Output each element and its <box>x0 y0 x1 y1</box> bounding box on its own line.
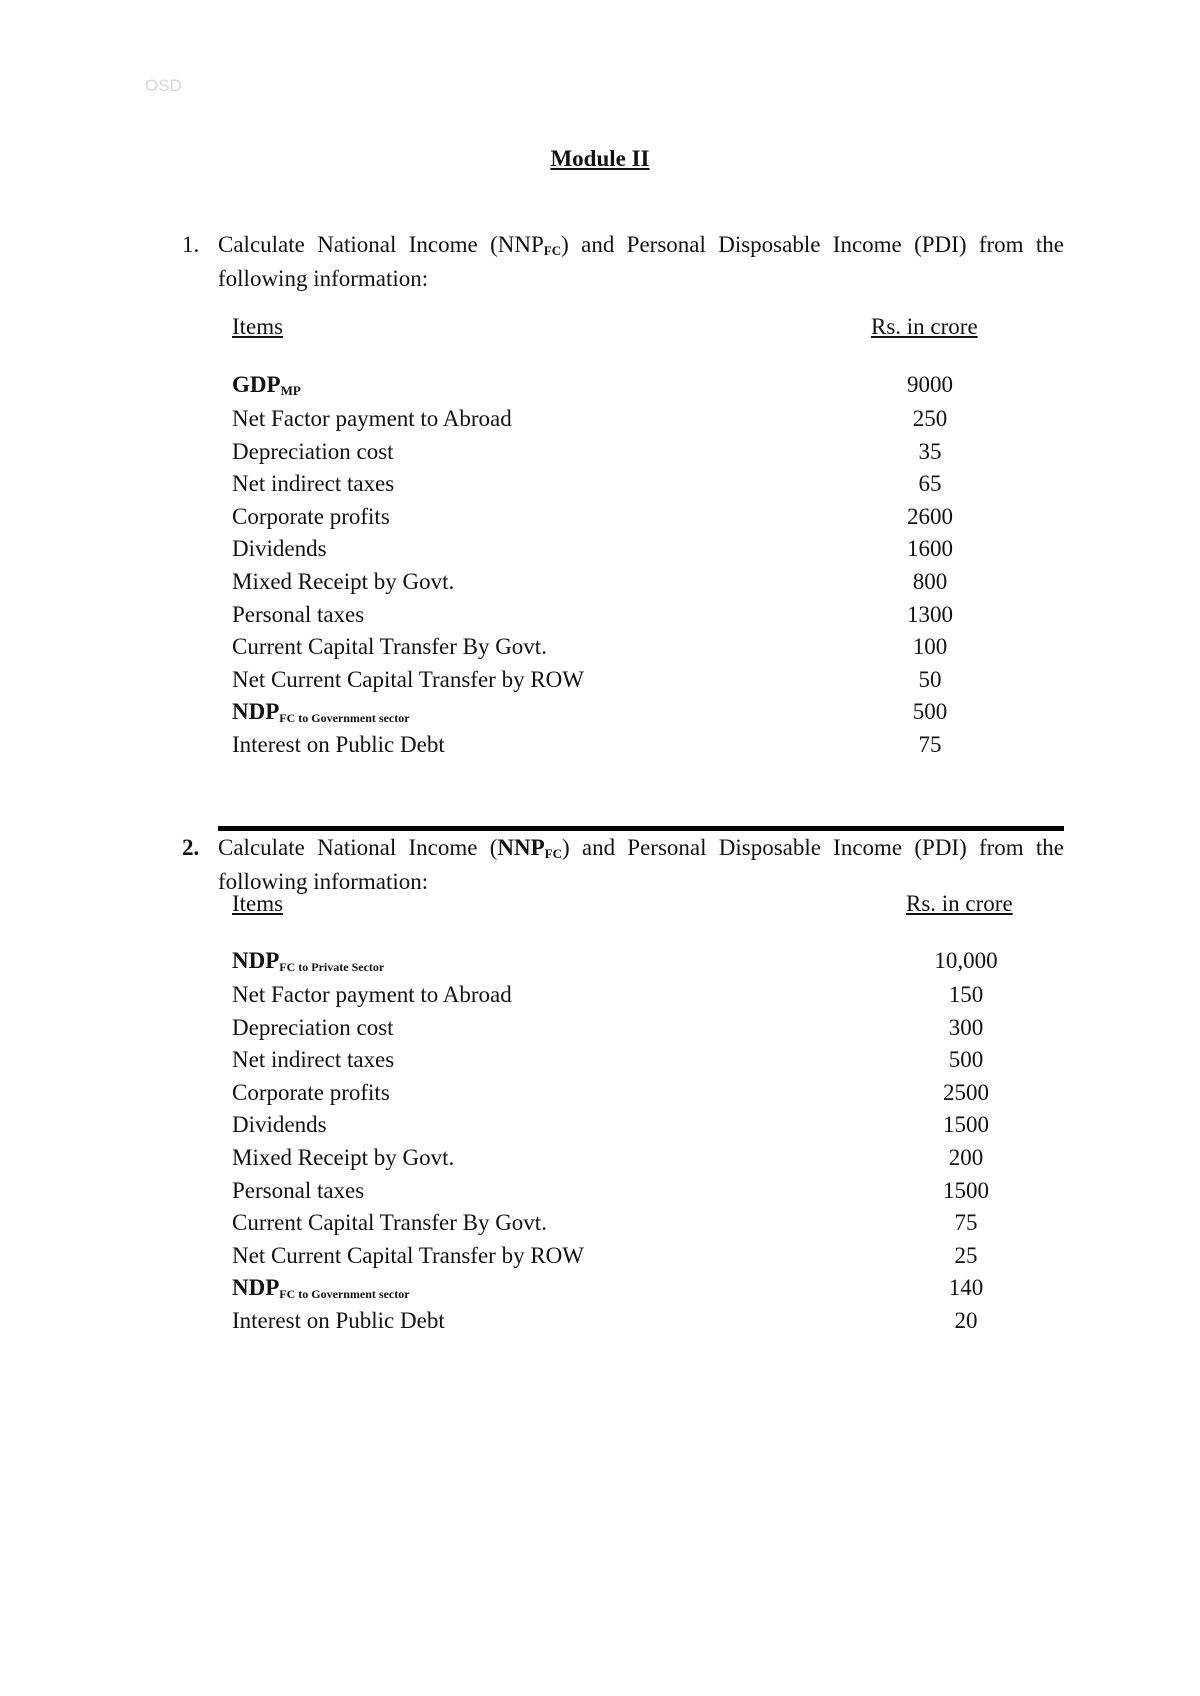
row-value: 75 <box>954 1210 978 1236</box>
row-value: 300 <box>948 1014 984 1040</box>
question-1-text-end: ) and Personal Disposable Income (PDI) from the following information: <box>218 232 1065 291</box>
row-value: 65 <box>918 471 942 497</box>
row-label-text: Dividends <box>232 536 327 562</box>
row-value: 1500 <box>943 1177 989 1203</box>
row-label <box>232 1015 394 1041</box>
row-label <box>232 1243 584 1269</box>
row-label-text: Corporate profits <box>232 1079 390 1105</box>
row-label <box>232 1308 445 1334</box>
row-label <box>232 536 327 562</box>
row-value: 250 <box>912 406 948 431</box>
question-2-text-bold: NNP <box>497 835 545 860</box>
row-label-subscript: FC to Government sector <box>279 1287 410 1302</box>
row-value: 500 <box>912 699 948 725</box>
watermark: OSD <box>145 76 182 95</box>
row-label-subscript: FC to Private Sector <box>279 960 385 974</box>
row-value: 800 <box>912 569 948 594</box>
question-2-text-start: Calculate National Income ( <box>218 835 498 860</box>
question-1-text-start: Calculate National Income (NNP <box>218 232 544 257</box>
page-title: Module II <box>550 146 650 171</box>
row-label <box>232 1080 390 1106</box>
row-value: 1600 <box>907 536 953 562</box>
row-value: 20 <box>954 1308 978 1333</box>
row-label-subscript: MP <box>280 383 301 398</box>
row-label-text: Dividends <box>232 1112 327 1138</box>
row-label <box>232 439 394 465</box>
row-label-text: Depreciation cost <box>232 1014 394 1040</box>
row-label <box>232 667 584 693</box>
row-label-text: Interest on Public Debt <box>232 732 445 757</box>
row-label <box>232 982 512 1008</box>
row-label <box>232 1210 547 1236</box>
row-label-text: Mixed Receipt by Govt. <box>232 1145 455 1170</box>
row-value: 9000 <box>907 372 953 397</box>
row-label <box>232 1047 394 1073</box>
question-2-items-header: Items <box>232 891 284 916</box>
row-label-subscript: FC to Government sector <box>279 711 410 726</box>
question-1-items-header: Items <box>232 314 284 339</box>
question-1-amount-header: Rs. in crore <box>871 314 978 339</box>
row-label <box>232 1275 410 1302</box>
row-value: 25 <box>954 1242 978 1268</box>
question-1-number: 1. <box>182 232 200 257</box>
row-label <box>232 471 394 497</box>
row-value: 150 <box>948 982 984 1007</box>
row-label-text: Net indirect taxes <box>232 471 395 497</box>
question-1-subscript: FC <box>543 243 562 258</box>
row-value: 50 <box>918 666 942 692</box>
question-1-text <box>218 231 1064 293</box>
row-label <box>232 602 364 628</box>
question-2-number: 2. <box>182 835 200 860</box>
row-label <box>232 372 301 399</box>
row-label <box>232 634 547 660</box>
row-value: 1500 <box>943 1112 989 1138</box>
row-value: 140 <box>948 1275 984 1301</box>
row-label-text: Personal taxes <box>232 601 365 627</box>
row-label-text: NDP <box>232 948 280 973</box>
row-value: 75 <box>918 732 942 757</box>
row-label <box>232 569 454 595</box>
row-label-text: Mixed Receipt by Govt. <box>232 569 455 594</box>
row-label <box>232 699 410 726</box>
row-label-text: Current Capital Transfer By Govt. <box>232 1210 547 1236</box>
row-label-text: GDP <box>232 372 281 397</box>
row-value: 2600 <box>907 503 953 529</box>
row-label <box>232 1145 454 1171</box>
row-label-text: Personal taxes <box>232 1177 365 1203</box>
row-label-text: NDP <box>232 699 280 725</box>
row-label-text: NDP <box>232 1275 280 1301</box>
row-label-text: Corporate profits <box>232 503 390 529</box>
row-value: 500 <box>948 1047 984 1073</box>
section-divider <box>218 826 1064 831</box>
question-2-subscript: FC <box>544 846 562 861</box>
row-label-text: Current Capital Transfer By Govt. <box>232 634 547 660</box>
row-label-text: Net Factor payment to Abroad <box>232 982 512 1007</box>
row-value: 10,000 <box>934 948 998 973</box>
row-label <box>232 732 445 758</box>
row-label-text: Net Current Capital Transfer by ROW <box>232 1242 584 1268</box>
row-value: 200 <box>948 1145 984 1170</box>
row-label <box>232 1112 327 1138</box>
row-label <box>232 948 384 975</box>
row-label-text: Net Factor payment to Abroad <box>232 406 512 431</box>
row-value: 2500 <box>943 1079 989 1105</box>
row-label-text: Net indirect taxes <box>232 1047 395 1073</box>
row-value: 35 <box>918 438 942 464</box>
row-label-text: Depreciation cost <box>232 438 394 464</box>
row-label-text: Net Current Capital Transfer by ROW <box>232 666 584 692</box>
row-label-text: Interest on Public Debt <box>232 1308 445 1333</box>
row-value: 1300 <box>907 601 953 627</box>
question-2-text <box>218 834 1064 896</box>
question-2-text-end: ) and Personal Disposable Income (PDI) from the following information: <box>218 835 1065 894</box>
row-value: 100 <box>912 634 948 660</box>
question-2-amount-header: Rs. in crore <box>906 891 1013 916</box>
row-label <box>232 504 390 530</box>
row-label <box>232 406 512 432</box>
row-label <box>232 1178 364 1204</box>
